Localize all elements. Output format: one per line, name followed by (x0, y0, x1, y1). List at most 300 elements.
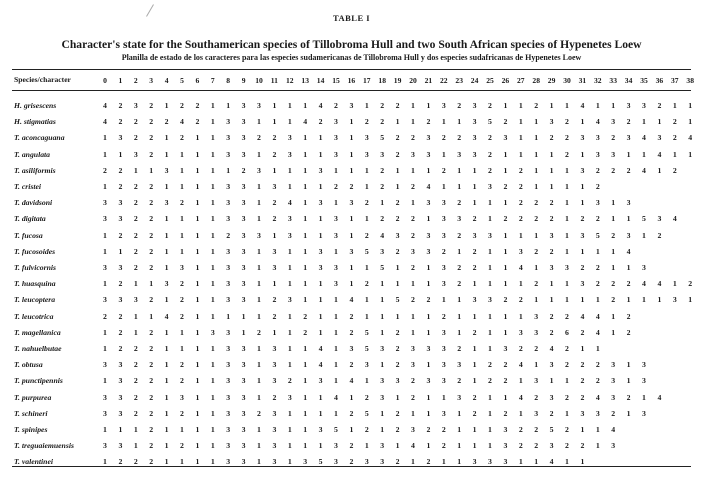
character-state-cell: 2 (149, 230, 154, 240)
character-state-cell: 2 (611, 230, 616, 240)
character-state-cell: 3 (272, 441, 277, 451)
character-state-cell: 1 (457, 246, 462, 256)
character-state-cell: 1 (241, 311, 246, 321)
character-state-cell: 1 (518, 117, 523, 127)
column-number: 1 (118, 76, 123, 85)
character-state-cell: 2 (534, 392, 539, 402)
character-state-cell: 3 (518, 327, 523, 337)
character-state-cell: 3 (380, 457, 385, 467)
character-state-cell: 2 (180, 279, 184, 289)
character-state-cell: 4 (642, 165, 646, 175)
column-number: 19 (393, 76, 402, 85)
character-state-cell: 1 (472, 360, 477, 370)
character-state-cell: 1 (164, 344, 169, 353)
character-state-cell: 2 (149, 149, 154, 159)
character-state-cell: 1 (272, 165, 277, 175)
character-state-cell: 2 (549, 246, 554, 256)
character-state-cell: 2 (595, 182, 600, 191)
character-state-cell: 5 (364, 327, 369, 337)
character-state-cell: 3 (426, 198, 431, 208)
character-state-cell: 1 (565, 198, 569, 208)
species-name: T. angulata (14, 149, 51, 159)
character-state-cell: 1 (457, 441, 462, 451)
character-state-cell: 3 (226, 408, 231, 418)
column-number: 22 (440, 76, 448, 85)
character-state-cell: 3 (611, 441, 616, 451)
character-state-cell: 1 (364, 311, 369, 321)
character-state-cell: 2 (149, 360, 154, 370)
character-state-cell: 1 (334, 408, 338, 418)
character-state-cell: 2 (565, 425, 569, 434)
character-state-cell: 2 (626, 279, 631, 289)
character-state-cell: 1 (688, 295, 693, 305)
character-state-cell: 3 (226, 392, 231, 402)
character-state-cell: 2 (565, 149, 569, 159)
column-number: 7 (210, 76, 215, 85)
character-state-cell: 2 (272, 295, 277, 305)
table-label: TABLE I (332, 13, 371, 23)
character-state-cell: 1 (518, 230, 523, 240)
character-state-cell: 1 (257, 246, 261, 256)
character-state-cell: 2 (272, 149, 277, 159)
species-name: T. valentinei (14, 457, 54, 467)
character-state-cell: 3 (241, 230, 246, 240)
character-state-cell: 1 (210, 295, 215, 305)
character-state-cell: 1 (318, 327, 323, 337)
character-state-cell: 1 (303, 263, 308, 272)
character-state-cell: 3 (441, 263, 446, 272)
character-state-cell: 1 (549, 279, 554, 289)
character-state-cell: 1 (133, 441, 138, 451)
character-state-cell: 1 (195, 149, 200, 159)
character-state-cell: 1 (103, 230, 107, 240)
character-state-cell: 1 (318, 311, 323, 321)
character-state-cell: 3 (472, 117, 477, 127)
character-state-cell: 3 (441, 101, 446, 110)
character-state-cell: 1 (688, 101, 693, 110)
character-state-cell: 1 (380, 295, 385, 305)
character-state-cell: 2 (395, 408, 400, 418)
character-state-cell: 1 (318, 133, 323, 143)
character-state-cell: 2 (411, 230, 415, 240)
character-state-cell: 3 (380, 149, 385, 159)
character-state-cell: 2 (118, 101, 123, 110)
character-state-cell: 2 (595, 165, 600, 175)
character-state-cell: 1 (411, 198, 415, 208)
character-state-cell: 2 (364, 117, 369, 127)
character-state-cell: 3 (272, 457, 277, 467)
character-state-cell: 3 (241, 376, 246, 386)
character-state-cell: 1 (195, 392, 200, 402)
species-name: T. asiliformis (14, 165, 56, 175)
character-state-cell: 1 (503, 230, 508, 240)
character-state-cell: 3 (441, 279, 446, 289)
character-state-cell: 1 (164, 425, 169, 434)
character-state-cell: 1 (195, 263, 200, 272)
character-state-cell: 1 (303, 246, 308, 256)
column-number: 12 (286, 76, 294, 85)
character-state-cell: 2 (395, 425, 400, 434)
character-state-cell: 1 (642, 230, 646, 240)
character-state-cell: 3 (457, 392, 462, 402)
character-state-cell: 1 (580, 182, 585, 191)
character-state-cell: 2 (580, 360, 585, 370)
species-name: T. digitata (14, 214, 46, 224)
character-state-cell: 3 (580, 133, 585, 143)
species-name: H. grisescens (14, 101, 57, 110)
character-state-cell: 1 (611, 198, 616, 208)
character-state-cell: 2 (395, 327, 400, 337)
character-state-cell: 3 (441, 198, 446, 208)
character-state-cell: 3 (657, 214, 662, 224)
species-name: T. huasquina (14, 279, 56, 289)
character-state-cell: 2 (411, 392, 415, 402)
character-state-cell: 2 (149, 392, 154, 402)
character-state-cell: 1 (518, 279, 523, 289)
character-state-cell: 3 (118, 408, 123, 418)
character-state-cell: 3 (580, 165, 585, 175)
character-state-cell: 1 (210, 408, 215, 418)
character-state-cell: 1 (472, 279, 477, 289)
character-state-cell: 1 (180, 457, 184, 467)
character-state-cell: 1 (303, 344, 308, 353)
character-state-cell: 2 (534, 214, 539, 224)
character-state-cell: 1 (565, 408, 569, 418)
character-state-cell: 2 (303, 311, 308, 321)
character-state-cell: 1 (549, 182, 554, 191)
character-state-cell: 2 (565, 392, 569, 402)
character-state-cell: 1 (457, 457, 462, 467)
column-number: 38 (686, 76, 694, 85)
character-state-cell: 2 (549, 327, 554, 337)
character-state-cell: 3 (380, 344, 385, 353)
character-state-cell: 1 (303, 149, 308, 159)
column-number: 16 (347, 76, 356, 85)
character-state-cell: 1 (318, 279, 323, 289)
character-state-cell: 2 (595, 279, 600, 289)
character-state-cell: 2 (534, 101, 539, 110)
character-state-cell: 1 (195, 279, 200, 289)
column-number: 6 (195, 76, 200, 85)
character-state-cell: 3 (226, 246, 231, 256)
character-state-cell: 3 (226, 198, 231, 208)
character-state-cell: 1 (210, 392, 215, 402)
character-state-cell: 2 (257, 133, 261, 143)
character-state-cell: 3 (180, 263, 184, 272)
character-state-cell: 4 (287, 198, 292, 208)
character-state-cell: 1 (349, 133, 354, 143)
character-state-cell: 1 (503, 149, 508, 159)
character-state-cell: 2 (611, 279, 616, 289)
character-state-cell: 3 (426, 133, 431, 143)
character-state-cell: 2 (364, 425, 369, 434)
character-state-cell: 3 (549, 392, 554, 402)
column-number: 24 (470, 76, 479, 85)
character-state-cell: 1 (488, 214, 492, 224)
character-state-cell: 1 (626, 149, 631, 159)
character-state-cell: 2 (672, 117, 677, 127)
character-state-cell: 1 (303, 360, 308, 370)
character-state-cell: 3 (287, 133, 292, 143)
character-state-cell: 2 (118, 279, 123, 289)
character-state-cell: 2 (411, 376, 415, 386)
character-state-cell: 1 (580, 198, 585, 208)
character-state-cell: 1 (303, 214, 308, 224)
character-state-cell: 1 (210, 182, 215, 191)
character-state-cell: 2 (349, 441, 354, 451)
character-state-cell: 1 (380, 360, 385, 370)
character-state-cell: 2 (565, 441, 569, 451)
character-state-cell: 1 (195, 182, 200, 191)
character-state-cell: 2 (518, 214, 523, 224)
column-number: 11 (270, 76, 278, 85)
character-state-cell: 2 (364, 392, 369, 402)
character-state-cell: 1 (411, 311, 415, 321)
character-state-cell: 2 (503, 117, 508, 127)
character-state-cell: 1 (380, 408, 385, 418)
character-state-cell: 1 (565, 230, 569, 240)
character-state-cell: 1 (426, 441, 431, 451)
character-state-cell: 1 (180, 182, 184, 191)
character-state-cell: 1 (287, 117, 292, 127)
character-state-cell: 3 (441, 408, 446, 418)
character-state-cell: 2 (349, 182, 354, 191)
species-name: T. cristei (14, 182, 42, 191)
character-state-cell: 4 (595, 311, 600, 321)
character-state-cell: 2 (518, 344, 523, 353)
character-state-cell: 1 (441, 295, 446, 305)
character-state-cell: 2 (133, 182, 138, 191)
character-state-cell: 1 (457, 311, 462, 321)
character-state-cell: 3 (241, 149, 246, 159)
character-state-cell: 1 (534, 457, 539, 467)
character-state-cell: 2 (180, 311, 184, 321)
character-state-cell: 2 (241, 165, 246, 175)
character-state-cell: 1 (303, 376, 308, 386)
column-number: 36 (655, 76, 664, 85)
character-state-cell: 2 (133, 408, 138, 418)
character-state-cell: 1 (472, 182, 477, 191)
character-state-cell: 1 (149, 165, 154, 175)
character-state-cell: 1 (488, 408, 492, 418)
character-state-cell: 3 (164, 165, 169, 175)
character-state-cell: 2 (133, 344, 138, 353)
character-state-cell: 3 (226, 376, 231, 386)
character-state-cell: 2 (257, 327, 261, 337)
character-state-cell: 2 (657, 230, 662, 240)
character-state-cell: 4 (380, 230, 385, 240)
character-state-cell: 1 (426, 101, 431, 110)
character-state-cell: 3 (549, 117, 554, 127)
character-state-cell: 1 (103, 327, 107, 337)
character-state-cell: 3 (241, 198, 246, 208)
character-state-cell: 3 (226, 344, 231, 353)
character-state-cell: 3 (611, 117, 616, 127)
character-state-cell: 5 (549, 425, 554, 434)
character-state-cell: 1 (518, 101, 523, 110)
character-state-cell: 3 (241, 279, 246, 289)
character-state-cell: 1 (103, 457, 107, 467)
character-state-cell: 1 (595, 425, 600, 434)
character-state-cell: 1 (195, 327, 200, 337)
character-state-cell: 1 (287, 344, 292, 353)
character-state-cell: 4 (657, 279, 662, 289)
character-state-cell: 3 (642, 101, 646, 110)
character-state-cell: 2 (411, 182, 415, 191)
character-state-cell: 3 (595, 408, 600, 418)
character-state-cell: 2 (395, 214, 400, 224)
character-state-cell: 3 (426, 246, 431, 256)
character-state-cell: 2 (364, 198, 369, 208)
character-state-cell: 2 (164, 117, 169, 127)
character-state-cell: 3 (349, 198, 354, 208)
character-state-cell: 1 (164, 376, 169, 386)
character-state-cell: 1 (565, 246, 569, 256)
character-state-cell: 1 (364, 101, 369, 110)
character-state-cell: 2 (272, 311, 277, 321)
character-state-cell: 3 (164, 198, 169, 208)
character-state-cell: 3 (364, 360, 369, 370)
character-state-cell: 3 (303, 457, 308, 467)
character-state-cell: 1 (195, 425, 200, 434)
character-state-cell: 1 (257, 295, 261, 305)
character-state-cell: 1 (518, 311, 523, 321)
character-state-cell: 2 (580, 263, 585, 272)
character-state-cell: 4 (580, 311, 585, 321)
character-state-cell: 3 (488, 457, 492, 467)
character-state-cell: 2 (133, 230, 138, 240)
character-state-cell: 1 (257, 149, 261, 159)
character-state-cell: 1 (503, 327, 508, 337)
character-state-cell: 1 (334, 311, 338, 321)
character-state-cell: 2 (457, 279, 462, 289)
character-state-cell: 3 (549, 441, 554, 451)
character-state-cell: 3 (103, 392, 107, 402)
character-state-cell: 3 (118, 198, 123, 208)
character-state-cell: 3 (503, 425, 508, 434)
column-number: 8 (226, 76, 231, 85)
character-state-cell: 3 (334, 117, 338, 127)
character-state-cell: 3 (318, 198, 323, 208)
character-state-cell: 3 (518, 246, 523, 256)
character-state-cell: 1 (380, 425, 385, 434)
character-state-cell: 2 (118, 344, 123, 353)
character-state-cell: 3 (503, 344, 508, 353)
character-state-cell: 2 (149, 133, 154, 143)
character-state-cell: 1 (457, 117, 462, 127)
character-state-cell: 1 (257, 198, 261, 208)
character-state-cell: 2 (149, 198, 154, 208)
character-state-cell: 3 (426, 230, 431, 240)
column-number: 31 (578, 76, 587, 85)
character-state-cell: 1 (118, 149, 123, 159)
character-state-cell: 1 (503, 311, 508, 321)
character-state-cell: 5 (364, 408, 369, 418)
character-state-cell: 1 (503, 246, 508, 256)
character-state-cell: 1 (580, 344, 585, 353)
character-state-cell: 1 (565, 101, 569, 110)
character-state-cell: 1 (195, 295, 200, 305)
character-state-cell: 5 (395, 295, 400, 305)
character-state-cell: 2 (118, 311, 123, 321)
character-state-cell: 1 (426, 327, 431, 337)
character-state-cell: 2 (441, 133, 446, 143)
character-state-cell: 3 (395, 376, 400, 386)
character-state-cell: 3 (334, 457, 338, 467)
character-state-cell: 2 (180, 376, 184, 386)
character-state-cell: 2 (503, 295, 508, 305)
character-state-cell: 2 (565, 344, 569, 353)
column-number: 30 (563, 76, 571, 85)
character-state-cell: 2 (534, 425, 539, 434)
character-state-cell: 3 (287, 230, 292, 240)
character-state-cell: 1 (272, 117, 277, 127)
character-state-cell: 1 (565, 295, 569, 305)
character-state-cell: 2 (534, 198, 539, 208)
header-rule (12, 90, 691, 91)
character-state-cell: 1 (303, 182, 308, 191)
character-state-cell: 3 (657, 133, 662, 143)
character-state-cell: 1 (565, 279, 569, 289)
character-state-cell: 1 (334, 198, 338, 208)
species-name: T. nahuelbutae (14, 344, 62, 353)
character-state-cell: 4 (642, 133, 646, 143)
character-state-cell: 1 (364, 214, 369, 224)
character-state-cell: 3 (334, 149, 338, 159)
character-state-cell: 1 (472, 198, 477, 208)
character-state-cell: 1 (180, 149, 184, 159)
character-state-cell: 1 (380, 311, 385, 321)
character-state-cell: 3 (457, 149, 462, 159)
character-state-cell: 3 (118, 360, 123, 370)
character-state-cell: 1 (287, 327, 292, 337)
character-state-cell: 1 (318, 408, 323, 418)
character-state-cell: 1 (488, 279, 492, 289)
character-state-cell: 2 (334, 182, 338, 191)
character-state-cell: 1 (349, 279, 354, 289)
character-state-cell: 1 (595, 101, 600, 110)
character-state-cell: 3 (441, 360, 446, 370)
character-state-cell: 2 (580, 392, 585, 402)
character-state-cell: 3 (103, 295, 107, 305)
character-state-cell: 2 (672, 165, 677, 175)
character-state-cell: 3 (272, 246, 277, 256)
character-state-cell: 3 (241, 117, 246, 127)
species-name: T. treguaiemuensis (14, 441, 74, 451)
character-state-cell: 1 (164, 457, 169, 467)
character-state-cell: 1 (210, 376, 215, 386)
character-state-cell: 4 (626, 246, 631, 256)
character-state-cell: 3 (318, 376, 323, 386)
character-state-cell: 3 (257, 165, 261, 175)
character-state-cell: 3 (380, 376, 385, 386)
character-state-cell: 1 (103, 425, 107, 434)
character-state-cell: 2 (457, 263, 462, 272)
character-state-cell: 1 (411, 101, 415, 110)
character-state-cell: 3 (272, 344, 277, 353)
character-state-cell: 1 (534, 165, 539, 175)
character-state-cell: 2 (488, 101, 492, 110)
character-state-cell: 4 (672, 214, 677, 224)
character-state-cell: 4 (103, 101, 107, 110)
character-state-cell: 2 (657, 101, 662, 110)
character-state-cell: 1 (257, 279, 261, 289)
character-state-cell: 2 (503, 360, 508, 370)
character-state-cell: 3 (441, 376, 446, 386)
character-state-cell: 1 (411, 457, 415, 467)
character-state-cell: 2 (149, 408, 154, 418)
character-state-cell: 1 (441, 392, 446, 402)
